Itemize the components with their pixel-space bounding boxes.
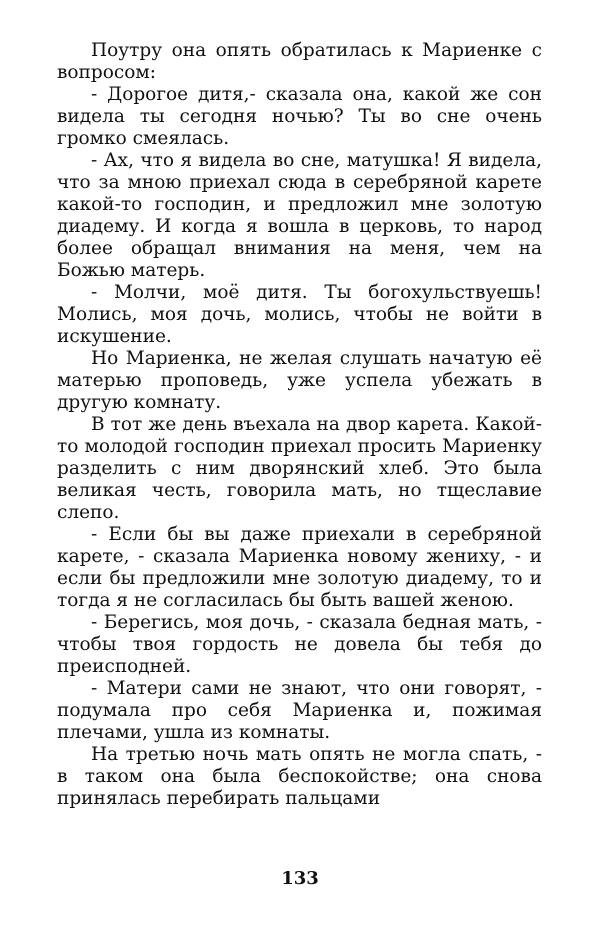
paragraph-8: - Берегись, моя дочь, - сказала бедная мать, - чтобы твоя гордость не довела бы тебя до преисподней. bbox=[57, 612, 542, 677]
page-number: 133 bbox=[281, 868, 319, 889]
paragraph-2: - Дорогое дитя,- сказала она, какой же сон видела ты сегодня ночью? Ты во сне очень громко смеялась. bbox=[57, 84, 542, 149]
paragraph-1: Поутру она опять обратилась к Мариенке с вопросом: bbox=[57, 40, 542, 83]
paragraph-5: Но Мариенка, не желая слушать начатую её матерью проповедь, уже успела убежать в другую комнату. bbox=[57, 348, 542, 413]
paragraph-4: - Молчи, моё дитя. Ты богохульствуешь! Молись, моя дочь, молись, чтобы не войти в искушение. bbox=[57, 282, 542, 347]
paragraph-6: В тот же день въехала на двор карета. Какой-то молодой господин приехал просить Мариенку разделить с ним дворянский хлеб. Это была великая честь, говорила мать, но тщеславие слепо. bbox=[57, 414, 542, 523]
paragraph-9: - Матери сами не знают, что они говорят, - подумала про себя Мариенка и, пожимая плечами, ушла из комнаты. bbox=[57, 678, 542, 743]
paragraph-3: - Ах, что я видела во сне, матушка! Я видела, что за мною приехал сюда в серебряной карете какой-то господин, и предложил мне золотую диадему. И когда я вошла в церковь, то народ более обращал внимания на меня, чем на Божью матерь. bbox=[57, 150, 542, 281]
paragraph-7: - Если бы вы даже приехали в серебряной карете, - сказала Мариенка новому жениху, - и если бы предложили мне золотую диадему, то и тогда я не согласилась бы быть вашей женою. bbox=[57, 524, 542, 611]
paragraph-10: На третью ночь мать опять не могла спать, - в таком она была беспокойстве; она снова принялась перебирать пальцами bbox=[57, 744, 542, 809]
page-text bbox=[57, 40, 542, 810]
